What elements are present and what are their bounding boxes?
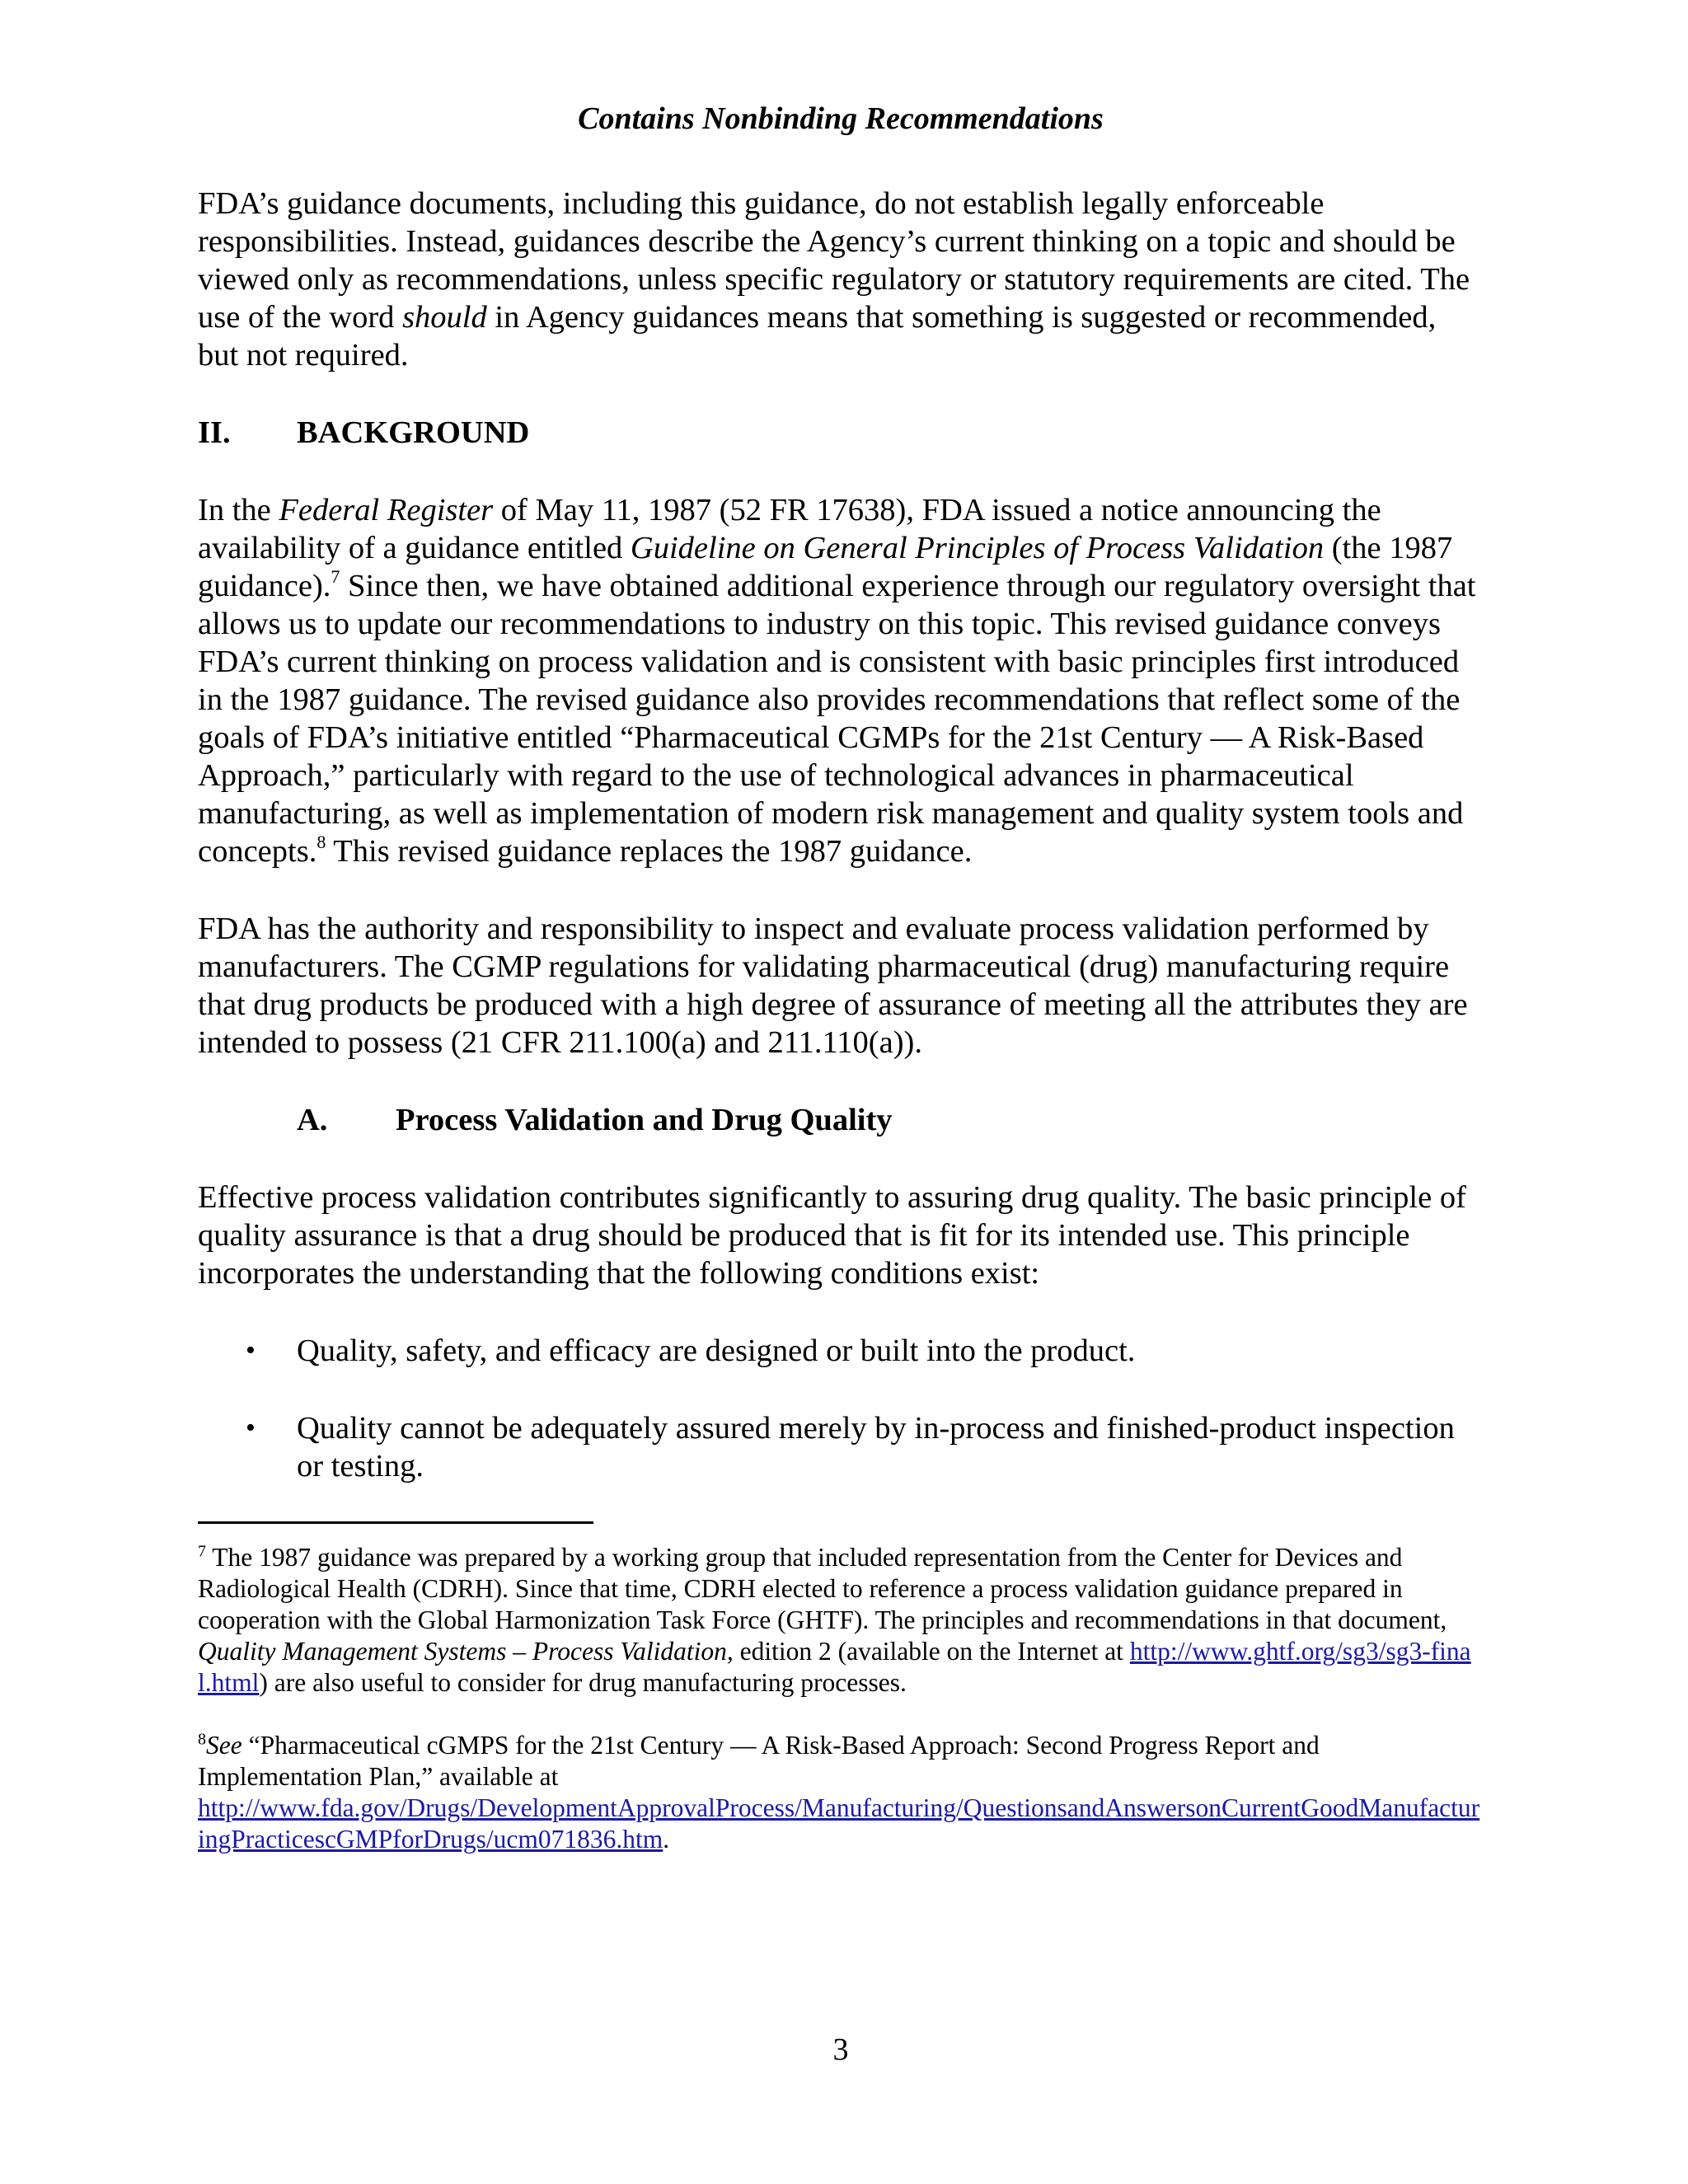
subsection-number: A. bbox=[297, 1103, 328, 1137]
section-heading-background bbox=[198, 414, 1484, 452]
footnote-mark-7: 7 bbox=[198, 1542, 206, 1561]
section-a-paragraph: Effective process validation contributes significantly to assuring drug quality. The basic principle of quality assurance is that a drug should be produced that is fit for its intended use. This principle incorporates the understanding that the following conditions exist: bbox=[198, 1180, 1466, 1291]
running-header: Contains Nonbinding Recommendations bbox=[578, 101, 1104, 136]
page-number: 3 bbox=[832, 2032, 849, 2067]
bullet-icon: • bbox=[246, 1335, 256, 1366]
list-item: • Quality cannot be adequately assured merely by in-process and finished-product inspection or testing. bbox=[246, 1411, 1455, 1483]
footnote-ref-8[interactable]: 8 bbox=[316, 832, 326, 853]
conditions-list bbox=[198, 1332, 1484, 1485]
section-title: BACKGROUND bbox=[297, 415, 530, 450]
document-page bbox=[198, 97, 1484, 2125]
subsection-title: Process Validation and Drug Quality bbox=[396, 1103, 893, 1137]
footnote-separator bbox=[198, 1521, 593, 1524]
bullet-icon: • bbox=[246, 1413, 256, 1443]
section-number: II. bbox=[198, 415, 231, 450]
footnote-8: $^8$See “Pharmaceutical cGMPS for the 21st Century — A Risk-Based Approach: Second Progress Report and Implementation Plan,” available at http://www.fda.gov/Drugs/DevelopmentApprovalProcess/Manufacturing/QuestionsandAnswersonCurrentGoodManufacturingPracticescGMPforDrugs/ucm071836.htm. bbox=[198, 1730, 1480, 1854]
list-item: • Quality, safety, and efficacy are designed or built into the product. bbox=[246, 1333, 1136, 1368]
footnote-mark-8: 8 bbox=[198, 1730, 206, 1749]
footnote-ref-7[interactable]: 7 bbox=[331, 566, 340, 588]
fda-link[interactable]: http://www.fda.gov/Drugs/DevelopmentApprovalProcess/Manufacturing/QuestionsandAnswersonCurrentGoodManufacturingPracticescGMPforDrugs/ucm071836.htm bbox=[198, 1793, 1480, 1854]
ghtf-link[interactable]: http://www.ghtf.org/sg3/sg3-final.html bbox=[198, 1637, 1471, 1697]
background-paragraph-2: FDA has the authority and responsibility to inspect and evaluate process validation performed by manufacturers. The CGMP regulations for validating pharmaceutical (drug) manufacturing require that drug products be produced with a high degree of assurance of meeting all the attributes they are intended to possess (21 CFR 211.100(a) and 211.110(a)). bbox=[198, 912, 1468, 1060]
footnote-7: $^7$ The 1987 guidance was prepared by a working group that included representation from the Center for Devices and Radiological Health (CDRH). Since that time, CDRH elected to reference a process validation guidance prepared in cooperation with the Global Harmonization Task Force (GHTF). The principles and recommendations in that document, Quality Management Systems – Process Validation, edition 2 (available on the Internet at http://www.ghtf.org/sg3/sg3-final.html) are also useful to consider for drug manufacturing processes. bbox=[198, 1542, 1471, 1697]
intro-paragraph: FDA’s guidance documents, including this guidance, do not establish legally enforceable responsibilities. Instead, guidances describe the Agency’s current thinking on a topic and should be viewed only as recommendations, unless specific regulatory or statutory requirements are cited. The use of the word should in Agency guidances means that something is suggested or recommended, but not required. bbox=[198, 186, 1470, 373]
background-paragraph-1: In the Federal Register of May 11, 1987 (52 FR 17638), FDA issued a notice announcing the availability of a guidance entitled Guideline on General Principles of Process Validation (the 1987 guidance).$^7$ Since then, we have obtained additional experience through our regulatory oversight that allows us to update our recommendations to industry on this topic. This revised guidance conveys FDA’s current thinking on process validation and is consistent with basic principles first introduced in the 1987 guidance. The revised guidance also provides recommendations that reflect some of the goals of FDA’s initiative entitled “Pharmaceutical CGMPs for the 21st Century ― A Risk-Based Approach,” particularly with regard to the use of technological advances in pharmaceutical manufacturing, as well as implementation of modern risk management and quality system tools and concepts.$^8$ This revised guidance replaces the 1987 guidance. bbox=[198, 493, 1476, 869]
subsection-heading-a bbox=[198, 1101, 1484, 1139]
